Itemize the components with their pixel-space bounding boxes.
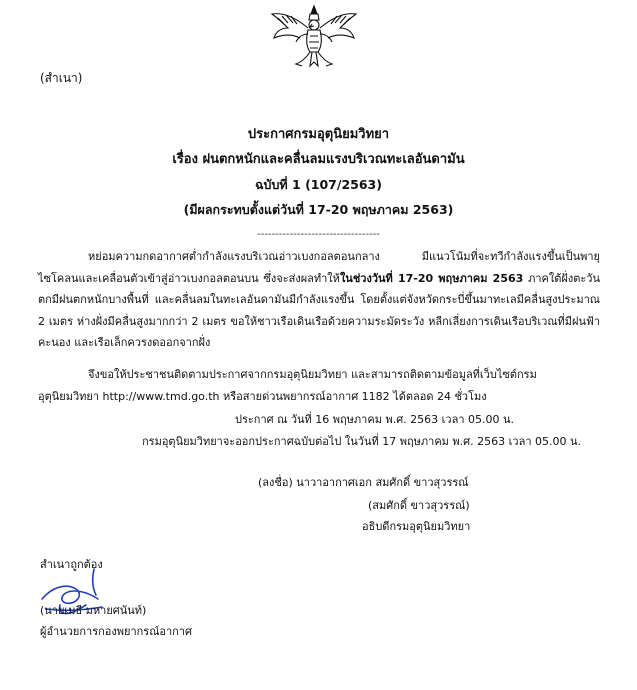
document-subject: เรื่อง ฝนตกหนักและคลื่นลมแรงบริเวณทะเลอันดามัน	[172, 152, 465, 167]
announcement-date: ประกาศ ณ วันที่ 16 พฤษภาคม พ.ศ. 2563 เวลา 05.00 น.	[235, 413, 515, 426]
next-issue-notice: กรมอุตุนิยมวิทยาจะออกประกาศฉบับต่อไป ในวันที่ 17 พฤษภาคม พ.ศ. 2563 เวลา 05.00 น.	[142, 435, 581, 448]
issue-number: ฉบับที่ 1 (107/2563)	[255, 177, 382, 192]
paragraph-forecast-dates: ในช่วงวันที่ 17-20 พฤษภาคม 2563	[339, 271, 524, 285]
certifier-position: ผู้อำนวยการกองพยากรณ์อากาศ	[40, 625, 193, 638]
separator-line: ----------------------------------	[257, 229, 380, 240]
paragraph-forecast-detail: ภาคใต้ฝั่งตะวันตกมีฝนตกหนักบางพื้นที่ และคลื่นลมในทะเลอันดามันมีกำลังแรงขึ้น โดยตั้งแต่จังหวัดกระบี่ขึ้นมาทะเลมีคลื่นสูงประมาณ 2 เมตร ห่างฝั่งมีคลื่นสูงมากกว่า 2 เมตร ขอให้ชาวเรือเดินเรือด้วยความระมัดระวัง หลีกเลี่ยงการเดินเรือบริเวณที่มีฝนฟ้าคะนอง และเรือเล็กควรงดออกจากฝั่ง	[38, 271, 600, 349]
paragraph-forecast-intro: หย่อมความกดอากาศต่ำกำลังแรงบริเวณอ่าวเบงกอลตอนกลาง มีแนวโน้มที่จะทวีกำลังแรงขึ้นเป็นพายุไซโคลนและเคลื่อนตัวเข้าสู่อ่าวเบงกอลตอนบน ซึ่งจะส่งผลทำให้	[38, 250, 600, 285]
certified-copy-label: สำเนาถูกต้อง	[40, 558, 103, 571]
signatory-position: อธิบดีกรมอุตุนิยมวิทยา	[362, 520, 471, 533]
copy-mark: (สำเนา)	[40, 71, 83, 85]
paragraph-forecast	[38, 246, 600, 354]
effect-period: (มีผลกระทบตั้งแต่วันที่ 17-20 พฤษภาคม 2563)	[183, 202, 454, 217]
garuda-emblem-icon	[266, 4, 362, 70]
document-title: ประกาศกรมอุตุนิยมวิทยา	[247, 127, 390, 142]
paragraph-advisory: จึงขอให้ประชาชนติดตามประกาศจากกรมอุตุนิยมวิทยา และสามารถติดตามข้อมูลที่เว็บไซต์กรม อุตุนิยมวิทยา http://www.tmd.go.th หรือสายด่วนพยากรณ์อากาศ 1182 ได้ตลอด 24 ชั่วโมง	[38, 368, 537, 403]
signatory-name: (สมศักดิ์ ขาวสุวรรณ์)	[368, 499, 470, 512]
certifier-name: (นายเมธี มหายศนันท์)	[40, 604, 147, 617]
signatory-signed-line: (ลงชื่อ) นาวาอากาศเอก สมศักดิ์ ขาวสุวรรณ์	[258, 476, 469, 489]
